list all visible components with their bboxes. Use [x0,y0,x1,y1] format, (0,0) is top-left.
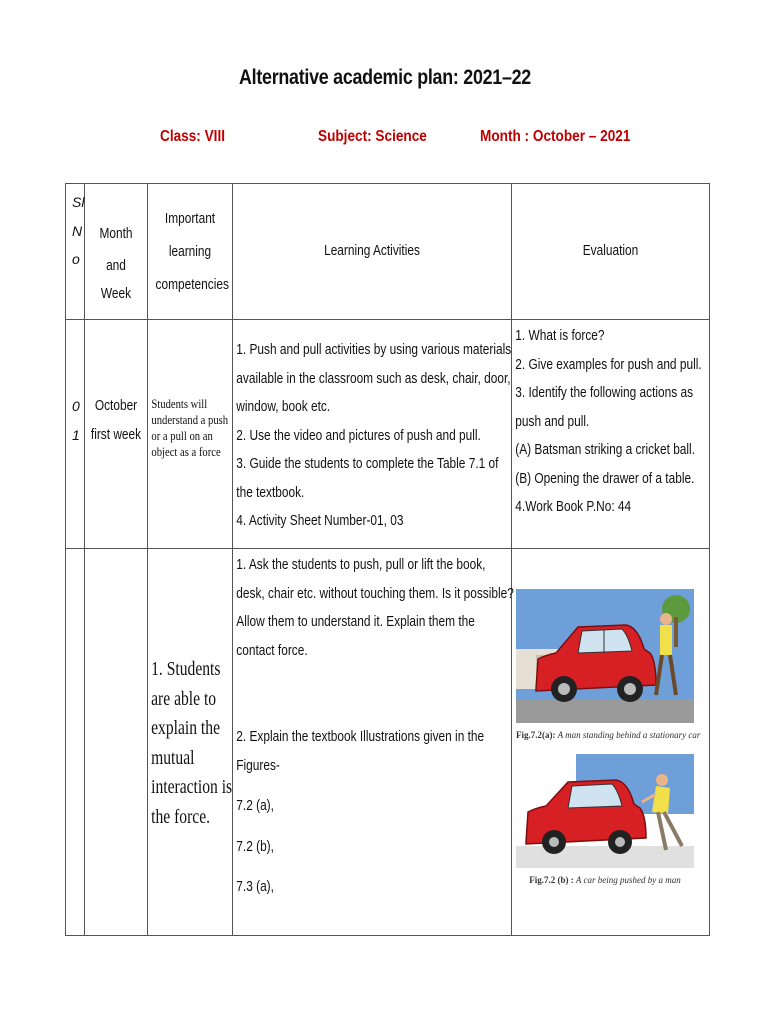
figure-7-2a-caption: Fig.7.2(a): A man standing behind a stationary car [516,730,701,740]
row1-month-line: first week [90,426,142,443]
header-comp-line: competencies [155,277,229,293]
activity-item: 7.2 (a), [236,798,274,814]
row1-competency: Students will understand a push or a pull on an object as a force [148,320,233,549]
header-comp-line: Important [164,211,216,227]
activity-item: 1. Push and pull activities by using various materials available in the classroom such as desk, chair, door, window, book etc. [236,342,512,415]
table-row [66,549,710,936]
page-title: Alternative academic plan: 2021–22 [239,66,531,89]
row2-sl [66,549,85,936]
header-comp-line: learning [168,244,212,260]
row1-month [85,320,148,549]
figure-7-2b [516,754,694,885]
header-competencies [148,184,233,320]
header-sl-line: N [72,222,83,239]
activity-item: 4. Activity Sheet Number-01, 03 [236,513,404,529]
header-month-line: and Week [100,257,132,302]
subject-label: Subject: Science [318,128,427,145]
activity-item: 3. Guide the students to complete the Table 7.1 of the textbook. [236,456,499,501]
row2-month [85,549,148,936]
header-sl-line: Sl [72,194,85,210]
activity-item: 2. Use the video and pictures of push and pull. [236,427,481,444]
evaluation-item: 1. What is force? [515,328,605,344]
row1-evaluation [512,320,710,549]
figure-7-2b-caption: Fig.7.2 (b) : A car being pushed by a man [529,875,681,885]
class-label: Class: VIII [160,128,226,145]
row1-sl-line: 0 [72,398,80,414]
evaluation-item: 2. Give examples for push and pull. [515,356,702,373]
plan-table [65,183,710,936]
row2-activities [233,549,512,936]
row1-activities [233,320,512,549]
figure-7-2a [516,589,701,740]
row1-month-line: October [94,398,138,414]
evaluation-item: (B) Opening the drawer of a table. [515,470,695,487]
evaluation-item: 4.Work Book P.No: 44 [515,499,632,515]
activity-item: 1. Ask the students to push, pull or lift the book, desk, chair etc. without touching them. Is it possible? Allow them to understand it. Explain them the contact force. [236,557,514,659]
table-row [66,320,710,549]
header-evaluation: Evaluation [512,184,710,320]
month-label: Month : October – 2021 [480,128,631,145]
header-sl [66,184,85,320]
header-row [66,184,710,320]
row2-competency: 1. Students are able to explain the mutual interaction is the force. [148,549,233,936]
car-being-pushed-illustration [516,754,694,868]
row1-sl [66,320,85,549]
activity-item: 7.2 (b), [236,838,274,855]
header-month-line: Month [99,226,133,242]
row2-evaluation [512,549,710,936]
car-man-standing-illustration [516,589,694,723]
header-activities: Learning Activities [233,184,512,320]
activity-item: 2. Explain the textbook Illustrations given in the Figures- [236,729,485,774]
header-sl-line: o [72,251,80,267]
activity-item: 7.3 (a), [236,879,274,895]
evaluation-item: (A) Batsman striking a cricket ball. [515,442,696,458]
header-month [85,184,148,320]
evaluation-item: 3. Identify the following actions as push and pull. [515,385,694,430]
row1-sl-line: 1 [72,426,80,443]
